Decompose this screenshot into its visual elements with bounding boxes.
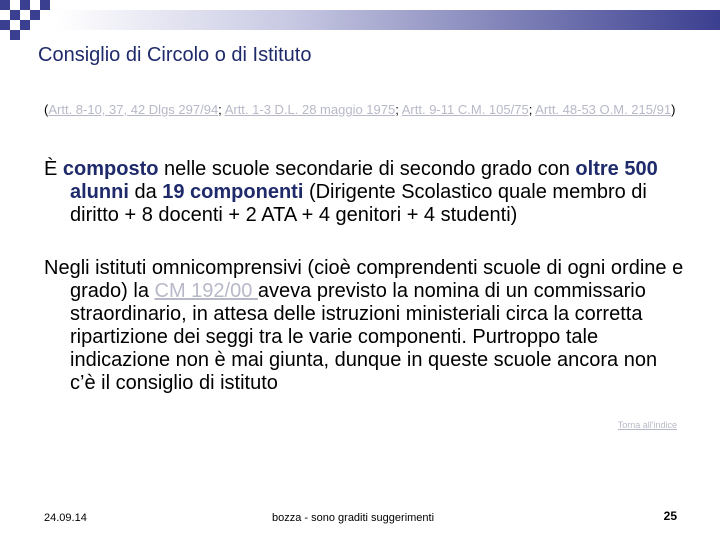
- slide-title: Consiglio di Circolo o di Istituto: [38, 44, 312, 66]
- bold-alunni: oltre 500 alunni: [70, 158, 658, 203]
- references: (Artt. 8-10, 37, 42 Dlgs 297/94; Artt. 1-3 D.L. 28 maggio 1975; Artt. 9-11 C.M. 105/75; Artt. 48-53 O.M. 215/91): [44, 102, 676, 117]
- paragraph-omnicomprensivi: Negli istituti omnicomprensivi (cioè comprendenti scuole di ogni ordine e grado) la CM 192/00 aveva previsto la nomina di un commissario straordinario, in attesa delle istruzioni ministeriali circa la corretta ripartizione dei seggi tra le varie componenti. Purtroppo tale indicazione non è mai giunta, dunque in queste scuole ancora non c’è il consiglio di istituto: [44, 257, 684, 394]
- ref-link-dl[interactable]: Artt. 1-3 D.L. 28 maggio 1975: [224, 102, 396, 117]
- cm-192-link[interactable]: CM 192/00: [154, 280, 258, 302]
- back-to-index-link[interactable]: Torna all'indice: [617, 420, 677, 430]
- footer-date: 24.09.14: [44, 512, 87, 524]
- ref-link-dlgs[interactable]: Artt. 8-10, 37, 42 Dlgs 297/94: [48, 102, 219, 117]
- footer-note: bozza - sono graditi suggerimenti: [272, 512, 435, 524]
- bold-componenti: 19 componenti: [162, 181, 304, 203]
- ref-link-cm[interactable]: Artt. 9-11 C.M. 105/75: [401, 102, 529, 117]
- page-number: 25: [663, 509, 677, 523]
- checker-decoration: [0, 0, 60, 48]
- ref-link-om[interactable]: Artt. 48-53 O.M. 215/91: [535, 102, 672, 117]
- paragraph-composition: È composto nelle scuole secondarie di secondo grado con oltre 500 alunni da 19 componenti (Dirigente Scolastico quale membro di diritto + 8 docenti + 2 ATA + 4 genitori + 4 studenti): [44, 158, 658, 226]
- header-gradient-bar: [56, 10, 720, 30]
- bold-composto: composto: [62, 158, 159, 180]
